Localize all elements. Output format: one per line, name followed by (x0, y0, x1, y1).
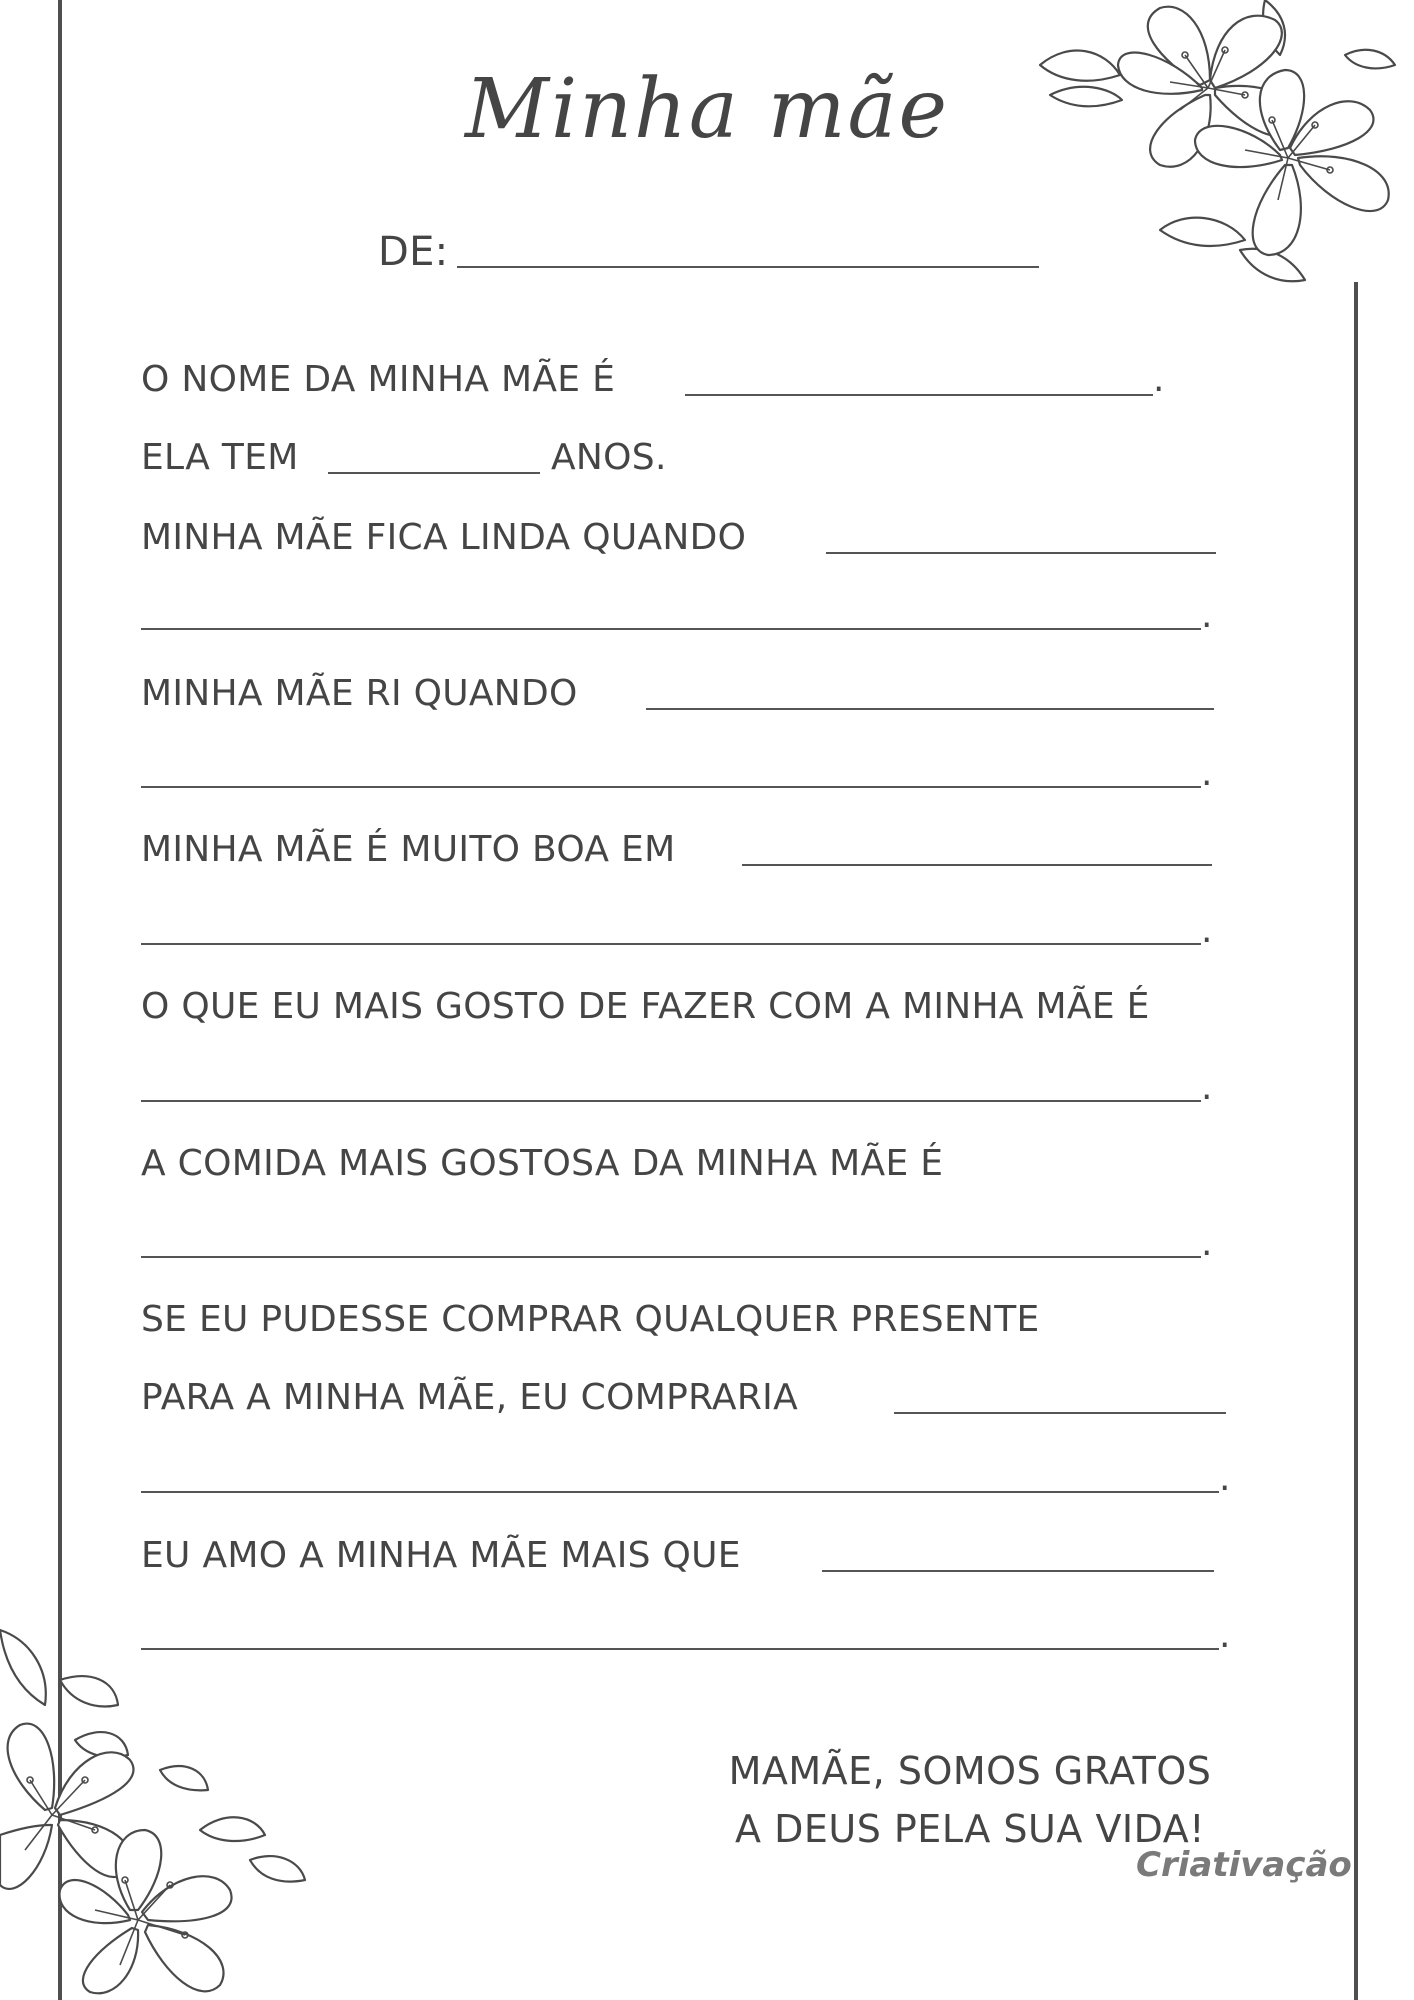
period: . (1219, 1615, 1231, 1656)
answer-blank[interactable] (141, 786, 1201, 788)
closing-line-2: A DEUS PELA SUA VIDA! (735, 1807, 1205, 1851)
answer-blank[interactable] (141, 1491, 1219, 1493)
period: . (1201, 1067, 1213, 1108)
question-favorite-food: A COMIDA MAIS GOSTOSA DA MINHA MÃE É (141, 1143, 944, 1184)
answer-blank[interactable] (141, 1256, 1201, 1258)
period: . (1201, 595, 1213, 636)
question-age-suffix: ANOS. (551, 437, 667, 478)
answer-blank[interactable] (328, 472, 540, 474)
answer-blank[interactable] (141, 628, 1201, 630)
period: . (1201, 1223, 1213, 1264)
flower-cluster-icon (0, 1620, 340, 2000)
answer-blank[interactable] (685, 394, 1153, 396)
period: . (1201, 753, 1213, 794)
question-pretty: MINHA MÃE FICA LINDA QUANDO (141, 517, 747, 558)
question-laughs: MINHA MÃE RI QUANDO (141, 673, 578, 714)
answer-blank[interactable] (826, 552, 1216, 554)
closing-message (680, 1742, 1260, 1858)
brand-logo: Criativação (1136, 1845, 1352, 1885)
answer-blank[interactable] (894, 1412, 1226, 1414)
flower-cluster-icon (1010, 0, 1414, 320)
from-blank[interactable] (457, 266, 1039, 268)
question-favorite-activity: O QUE EU MAIS GOSTO DE FAZER COM A MINHA MÃE É (141, 986, 1150, 1027)
question-gift-line1: SE EU PUDESSE COMPRAR QUALQUER PRESENTE (141, 1299, 1040, 1340)
question-love: EU AMO A MINHA MÃE MAIS QUE (141, 1535, 741, 1576)
answer-blank[interactable] (646, 708, 1214, 710)
closing-line-1: MAMÃE, SOMOS GRATOS (728, 1749, 1212, 1793)
answer-blank[interactable] (742, 864, 1212, 866)
answer-blank[interactable] (141, 1100, 1201, 1102)
period: . (1201, 910, 1213, 951)
answer-blank[interactable] (822, 1570, 1214, 1572)
answer-blank[interactable] (141, 1648, 1219, 1650)
question-name: O NOME DA MINHA MÃE É (141, 359, 616, 400)
question-good-at: MINHA MÃE É MUITO BOA EM (141, 829, 676, 870)
question-gift-line2: PARA A MINHA MÃE, EU COMPRARIA (141, 1377, 799, 1418)
period: . (1219, 1458, 1231, 1499)
from-label: DE: (378, 229, 449, 275)
answer-blank[interactable] (141, 943, 1201, 945)
page-title: Minha mãe (465, 62, 949, 157)
period: . (1153, 359, 1165, 400)
right-border-line (1354, 282, 1358, 2000)
question-age-prefix: ELA TEM (141, 437, 299, 478)
